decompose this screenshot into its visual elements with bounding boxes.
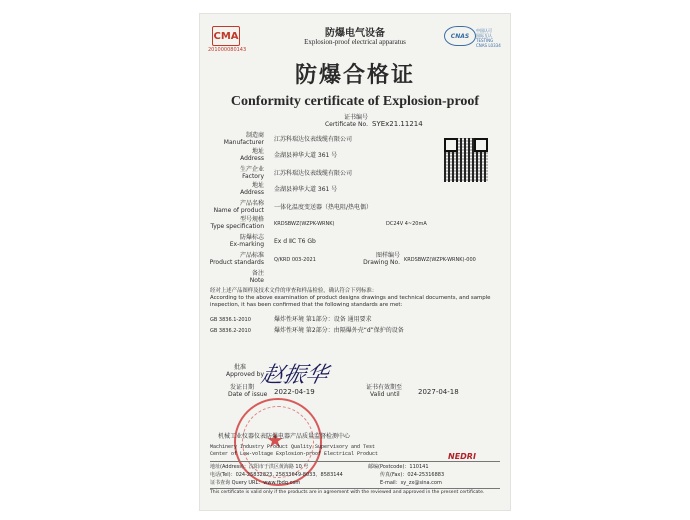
approved-label-cn: 批准 [234, 364, 247, 371]
statement-cn: 经对上述产品图样及技术文件的审查和样品检验，确认符合下列标准： [210, 288, 378, 294]
manufacturer-label-en: Manufacturer [223, 139, 264, 146]
issuer-fax: 传真(Fax)：024-25316883 [380, 472, 445, 478]
factory-label-cn: 生产企业 [239, 166, 264, 173]
type-spec-rating: DC24V 4~20mA [386, 221, 427, 227]
drawing-no-label-en: Drawing No. [363, 259, 400, 266]
header-title-cn: 防爆电气设备 [325, 28, 385, 39]
cnas-logo: CNAS [444, 26, 476, 46]
factory-value: 江苏科瑞达仪表线缆有限公司 [274, 170, 353, 177]
product-standards-value: Q/KRD 003-2021 [274, 257, 316, 263]
valid-until-value: 2027-04-18 [418, 388, 459, 396]
cma-logo: CMA [212, 26, 240, 46]
footer-divider [210, 461, 500, 462]
issuer-address: 地址(Address)：沈阳市于洪区黄海路 10 号 [210, 464, 309, 470]
certificate-no-value: SYEx21.11214 [372, 120, 423, 128]
certificate-title-cn: 防爆合格证 [294, 63, 415, 88]
nedri-logo: NEDRI [448, 452, 476, 461]
issue-date-label-cn: 发证日期 [230, 384, 255, 391]
standard-2-code: GB 3836.2-2010 [210, 328, 251, 334]
factory-address-value: 金湖县神华大道 361 号 [274, 186, 338, 193]
product-name-value: 一体化温度变送器（热电阻/热电偶） [274, 204, 373, 211]
valid-until-label-cn: 证书有效期至 [366, 384, 403, 391]
standard-1-code: GB 3836.1-2010 [210, 317, 251, 323]
approved-label-en: Approved by [226, 371, 265, 378]
factory-label-en: Factory [242, 173, 264, 180]
issuer-name-en-2: Center of Low-voltage Explosion-proof Electrical Product [210, 451, 379, 457]
ex-marking-value: Ex d ⅡC T6 Gb [274, 238, 316, 245]
address-label-en: Address [240, 155, 264, 162]
product-name-label-en: Name of product [213, 207, 264, 214]
certificate-query-url: 证书查询 Query URL：www.fbdq.com [210, 480, 301, 486]
drawing-no-label-cn: 图样编号 [375, 252, 400, 259]
issuer-name-cn: 机械工业仪器仪表防爆电器产品质量监督检测中心 [218, 433, 351, 440]
factory-address-label-en: Address [240, 189, 264, 196]
standard-1-title: 爆炸性环境 第1部分：设备 通用要求 [274, 316, 372, 323]
type-spec-label-en: Type specification [210, 223, 264, 230]
issue-date-label-en: Date of issue [228, 391, 268, 398]
manufacturer-value: 江苏科瑞达仪表线缆有限公司 [274, 136, 353, 143]
type-spec-value: KRDSBWZ(WZPK-WRNK) [274, 221, 335, 227]
note-label-cn: 备注 [251, 270, 264, 277]
validity-note: This certificate is valid only if the products are in agreement with the reviewed and approved in the present certificate. [210, 490, 485, 495]
certificate-no-label-cn: 证书编号 [343, 114, 368, 121]
statement-en: According to the above examination of product designs drawings and technical documents, and sample inspection, it has been confirmed that the following standards are met: [210, 295, 491, 308]
signature: 赵振华 [258, 363, 331, 388]
cnas-subtext: 中国认可 国际互认 TESTING CNAS L0334 [476, 28, 501, 48]
issuer-postcode: 邮编(Postcode)：110141 [368, 464, 429, 470]
manufacturer-label-cn: 制造商 [245, 132, 264, 139]
factory-address-label-cn: 地址 [251, 182, 264, 189]
valid-until-label-en: Valid until [370, 391, 400, 398]
product-name-label-cn: 产品名称 [239, 200, 264, 207]
drawing-no-value: KRDSBWZ(WZPK-WRNK)-000 [404, 257, 476, 263]
issuer-name-en-1: Machinery Industry Product Quality Supervisory and Test [210, 444, 376, 450]
ex-marking-label-cn: 防爆标志 [239, 234, 264, 241]
address-label-cn: 地址 [251, 148, 264, 155]
product-standards-label-en: Product standards [209, 259, 264, 266]
certificate-title-en: Conformity certificate of Explosion-proof [230, 94, 480, 109]
certificate-document [200, 14, 510, 510]
issue-date-value: 2022-04-19 [274, 388, 315, 396]
header-title-en: Explosion-proof electrical apparatus [304, 38, 406, 46]
stamp-star-icon: ★ [266, 428, 284, 452]
issuer-phone: 电话(Tel)：024-25832823, 25833649-8033、8583144 [210, 472, 343, 478]
issuer-email: E-mail：sy_zx@sina.com [380, 480, 442, 486]
ex-marking-label-en: Ex-marking [229, 241, 264, 248]
footer-divider-2 [210, 488, 500, 489]
product-standards-label-cn: 产品标准 [239, 252, 264, 259]
qr-code [444, 138, 488, 182]
note-label-en: Note [249, 277, 264, 284]
cma-number: 201000080143 [208, 47, 247, 53]
standard-2-title: 爆炸性环境 第2部分：由隔爆外壳“d”保护的设备 [274, 327, 404, 334]
type-spec-label-cn: 型号规格 [239, 216, 264, 223]
certificate-no-label-en: Certificate No. [324, 121, 368, 128]
address-value: 金湖县神华大道 361 号 [274, 152, 338, 159]
